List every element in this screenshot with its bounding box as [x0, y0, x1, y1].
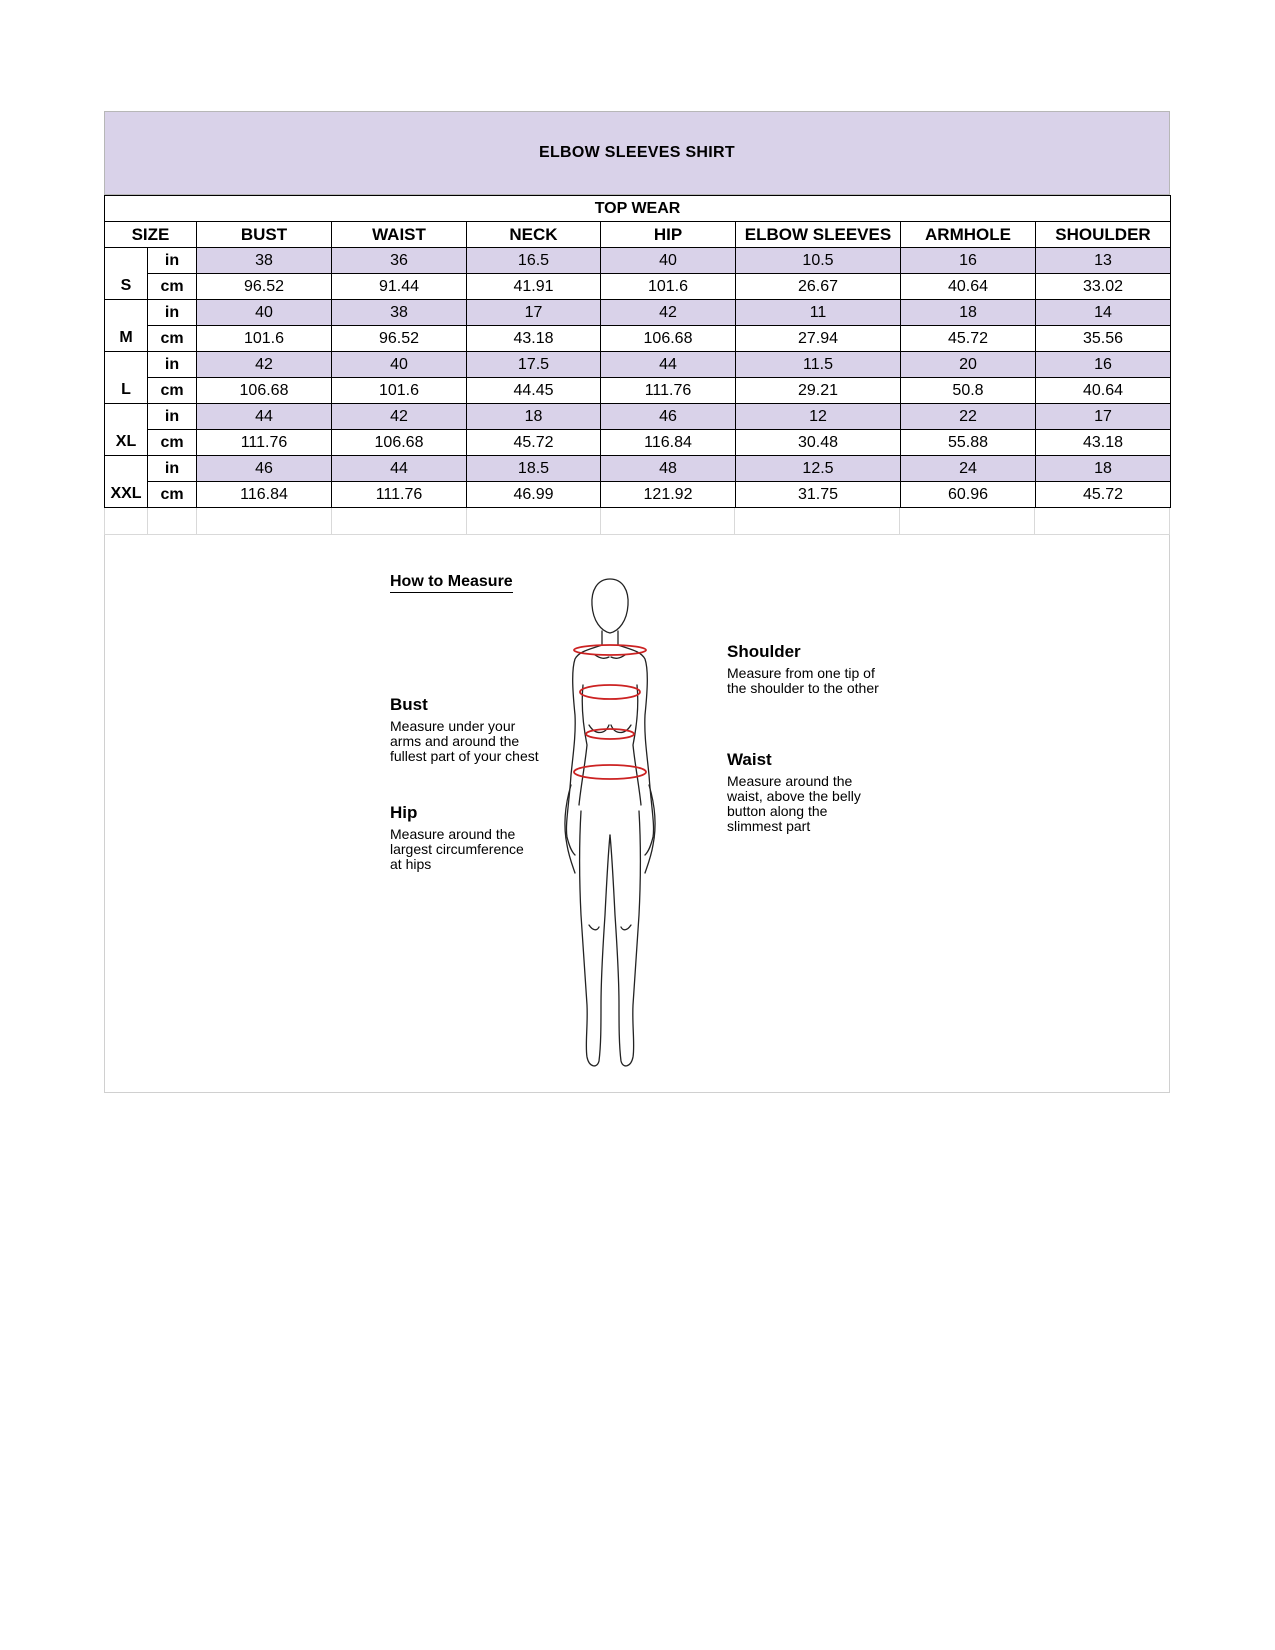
cell-armhole: 55.88 [901, 430, 1036, 456]
section-heading: TOP WEAR [105, 196, 1171, 222]
hip-text: Measure around the largest circumference at hips [390, 826, 524, 872]
cell-shoulder: 17 [1036, 404, 1171, 430]
size-row-l-in [105, 352, 1171, 378]
size-label: S [105, 248, 148, 300]
cell-bust: 40 [197, 300, 332, 326]
cell-waist: 106.68 [332, 430, 467, 456]
cell-shoulder: 14 [1036, 300, 1171, 326]
cell-shoulder: 33.02 [1036, 274, 1171, 300]
size-row-m-in [105, 300, 1171, 326]
cell-waist: 101.6 [332, 378, 467, 404]
unit-label: cm [148, 378, 197, 404]
unit-label: cm [148, 482, 197, 508]
size-row-xxl-in [105, 456, 1171, 482]
header-bust: BUST [197, 222, 332, 248]
size-label: XL [105, 404, 148, 456]
cell-neck: 18.5 [467, 456, 601, 482]
header-shoulder: SHOULDER [1036, 222, 1171, 248]
unit-label: in [148, 352, 197, 378]
cell-elbow-sleeves: 29.21 [736, 378, 901, 404]
cell-bust: 38 [197, 248, 332, 274]
header-hip: HIP [601, 222, 736, 248]
shoulder-text: Measure from one tip of the shoulder to the other [727, 665, 879, 696]
body-figure-illustration [545, 575, 675, 1087]
cell-bust: 42 [197, 352, 332, 378]
cell-waist: 36 [332, 248, 467, 274]
cell-armhole: 18 [901, 300, 1036, 326]
cell-bust: 111.76 [197, 430, 332, 456]
header-elbow-sleeves: ELBOW SLEEVES [736, 222, 901, 248]
cell-bust: 101.6 [197, 326, 332, 352]
header-waist: WAIST [332, 222, 467, 248]
cell-elbow-sleeves: 12.5 [736, 456, 901, 482]
waist-text: Measure around the waist, above the belly button along the slimmest part [727, 773, 861, 834]
cell-waist: 44 [332, 456, 467, 482]
cell-elbow-sleeves: 31.75 [736, 482, 901, 508]
size-row-m-cm [105, 326, 1171, 352]
cell-neck: 17.5 [467, 352, 601, 378]
size-row-xxl-cm [105, 482, 1171, 508]
cell-neck: 45.72 [467, 430, 601, 456]
cell-hip: 111.76 [601, 378, 736, 404]
cell-armhole: 50.8 [901, 378, 1036, 404]
cell-shoulder: 40.64 [1036, 378, 1171, 404]
cell-armhole: 60.96 [901, 482, 1036, 508]
header-armhole: ARMHOLE [901, 222, 1036, 248]
cell-armhole: 45.72 [901, 326, 1036, 352]
header-size: SIZE [105, 222, 197, 248]
chart-title: ELBOW SLEEVES SHIRT [104, 111, 1170, 195]
cell-elbow-sleeves: 11.5 [736, 352, 901, 378]
cell-shoulder: 18 [1036, 456, 1171, 482]
cell-hip: 121.92 [601, 482, 736, 508]
cell-neck: 41.91 [467, 274, 601, 300]
unit-label: cm [148, 430, 197, 456]
cell-hip: 40 [601, 248, 736, 274]
cell-armhole: 16 [901, 248, 1036, 274]
cell-waist: 42 [332, 404, 467, 430]
size-row-xl-in [105, 404, 1171, 430]
waist-tip [727, 750, 927, 834]
cell-bust: 106.68 [197, 378, 332, 404]
cell-elbow-sleeves: 30.48 [736, 430, 901, 456]
cell-armhole: 24 [901, 456, 1036, 482]
cell-shoulder: 16 [1036, 352, 1171, 378]
cell-hip: 46 [601, 404, 736, 430]
shoulder-tip [727, 642, 947, 696]
cell-armhole: 40.64 [901, 274, 1036, 300]
cell-shoulder: 45.72 [1036, 482, 1171, 508]
cell-elbow-sleeves: 10.5 [736, 248, 901, 274]
cell-waist: 96.52 [332, 326, 467, 352]
cell-neck: 18 [467, 404, 601, 430]
cell-hip: 106.68 [601, 326, 736, 352]
size-label: L [105, 352, 148, 404]
cell-waist: 38 [332, 300, 467, 326]
cell-waist: 111.76 [332, 482, 467, 508]
waist-heading: Waist [727, 750, 772, 769]
size-row-s-in [105, 248, 1171, 274]
size-label: XXL [105, 456, 148, 508]
cell-bust: 116.84 [197, 482, 332, 508]
cell-shoulder: 35.56 [1036, 326, 1171, 352]
bust-text: Measure under your arms and around the fullest part of your chest [390, 718, 539, 764]
cell-neck: 16.5 [467, 248, 601, 274]
cell-neck: 17 [467, 300, 601, 326]
size-table [104, 195, 1171, 508]
unit-label: cm [148, 326, 197, 352]
cell-hip: 48 [601, 456, 736, 482]
cell-hip: 42 [601, 300, 736, 326]
blank-row [104, 508, 1170, 535]
cell-neck: 43.18 [467, 326, 601, 352]
cell-shoulder: 43.18 [1036, 430, 1171, 456]
cell-elbow-sleeves: 27.94 [736, 326, 901, 352]
bust-heading: Bust [390, 695, 428, 714]
shoulder-heading: Shoulder [727, 642, 801, 661]
unit-label: cm [148, 274, 197, 300]
how-to-measure-title: How to Measure [390, 573, 513, 593]
cell-elbow-sleeves: 26.67 [736, 274, 901, 300]
unit-label: in [148, 456, 197, 482]
how-to-measure-panel [104, 535, 1170, 1093]
cell-hip: 44 [601, 352, 736, 378]
unit-label: in [148, 404, 197, 430]
size-chart-sheet [104, 111, 1170, 1093]
cell-bust: 44 [197, 404, 332, 430]
unit-label: in [148, 300, 197, 326]
cell-elbow-sleeves: 11 [736, 300, 901, 326]
cell-neck: 44.45 [467, 378, 601, 404]
cell-armhole: 22 [901, 404, 1036, 430]
hip-heading: Hip [390, 803, 418, 822]
size-row-l-cm [105, 378, 1171, 404]
cell-neck: 46.99 [467, 482, 601, 508]
cell-hip: 101.6 [601, 274, 736, 300]
size-row-s-cm [105, 274, 1171, 300]
cell-shoulder: 13 [1036, 248, 1171, 274]
cell-armhole: 20 [901, 352, 1036, 378]
cell-waist: 40 [332, 352, 467, 378]
header-neck: NECK [467, 222, 601, 248]
size-label: M [105, 300, 148, 352]
unit-label: in [148, 248, 197, 274]
cell-bust: 46 [197, 456, 332, 482]
cell-waist: 91.44 [332, 274, 467, 300]
cell-bust: 96.52 [197, 274, 332, 300]
cell-hip: 116.84 [601, 430, 736, 456]
size-row-xl-cm [105, 430, 1171, 456]
cell-elbow-sleeves: 12 [736, 404, 901, 430]
